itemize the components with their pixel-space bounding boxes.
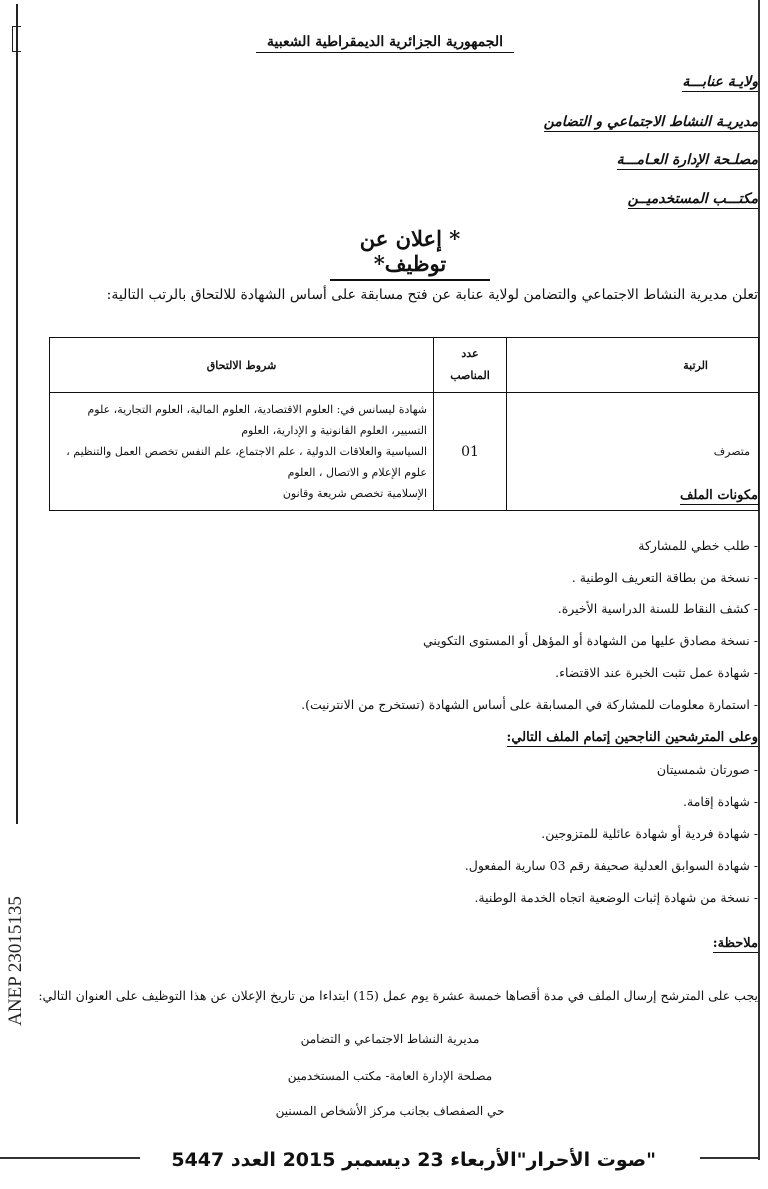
list-item: - نسخة مصادق عليها من الشهادة أو المؤهل أو المستوى التكويني [422, 633, 758, 648]
note-title: ملاحظة: [712, 936, 758, 951]
list-item: - نسخة من بطاقة التعريف الوطنية . [571, 570, 758, 585]
right-frame-line [758, 0, 760, 1160]
cell-count: 01 [434, 393, 507, 511]
list-item: - شهادة فردية أو شهادة عائلية للمتزوجين. [541, 826, 758, 841]
table-header-row [50, 338, 759, 393]
note-text: يجب على المترشح إرسال الملف في مدة أقصاها خمسة عشرة يوم عمل (15) ابتداءا من تاريخ الإعلان عن هذا التوظيف على العنوان التالي: [38, 988, 758, 1003]
left-frame-line [16, 4, 18, 824]
header-grade: الرتبة [507, 338, 759, 393]
address-line: حي الصفصاف بجانب مركز الأشخاص المسنين [275, 1104, 505, 1118]
address-line: مديرية النشاط الاجتماعي و التضامن [300, 1032, 480, 1046]
list-item: - طلب خطي للمشاركة [638, 538, 758, 553]
list-item: - شهادة عمل تثبت الخبرة عند الاقتضاء. [555, 665, 758, 680]
anep-reference: ANEP 23015135 [5, 896, 26, 1026]
list-item: - شهادة السوابق العدلية صحيفة رقم 03 سارية المفعول. [464, 858, 758, 873]
list-item: - كشف النقاط للسنة الدراسية الأخيرة. [557, 601, 758, 616]
bottom-frame-line-right [700, 1157, 760, 1159]
file-components-title: مكونات الملف [679, 488, 758, 503]
successful-candidates-title: وعلى المترشحين الناجحين إتمام الملف التالي: [506, 730, 758, 745]
bottom-frame-line [0, 1157, 140, 1159]
intro-text: تعلن مديرية النشاط الاجتماعي والتضامن لولاية عنابة عن فتح مسابقة على أساس الشهادة للالتحاق بالرتب التالية: [106, 287, 758, 303]
header-count-line2: المناصب [450, 369, 490, 382]
positions-table [49, 337, 759, 511]
list-item: - صورتان شمسيتان [656, 762, 758, 777]
header-directorate: مديريـة النشاط الاجتماعي و التضامن [543, 114, 758, 130]
conditions-line: شهادة ليسانس في: العلوم الاقتصادية، العلوم المالية، العلوم التجارية، علوم التسيير، العلوم القانونية و الإدارية، العلوم [87, 403, 427, 437]
table-row [50, 393, 759, 511]
announcement-title: * إعلان عن توظيف* [330, 226, 490, 281]
cell-grade: متصرف [507, 393, 759, 511]
header-wilaya: ولايـة عنابـــة [682, 74, 758, 90]
republic-heading: الجمهورية الجزائرية الديمقراطية الشعبية [256, 34, 514, 53]
conditions-line: الإسلامية تخصص شريعة وقانون [282, 487, 427, 500]
cell-conditions [50, 393, 434, 511]
address-line: مصلحة الإدارة العامة- مكتب المستخدمين [287, 1069, 493, 1083]
list-item: - استمارة معلومات للمشاركة في المسابقة على أساس الشهادة (تستخرج من الانترنيت). [301, 697, 758, 712]
header-conditions: شروط الالتحاق [50, 338, 434, 393]
header-service: مصلـحة الإدارة العـامـــة [616, 152, 758, 168]
header-count [434, 338, 507, 393]
list-item: - شهادة إقامة. [683, 794, 758, 809]
left-frame-bracket [12, 26, 21, 52]
conditions-line: السياسية والعلاقات الدولية ، علم الاجتماع، علم النفس تخصص العمل والتنظيم ، علوم الإعلام و الاتصال ، العلوم [66, 445, 427, 479]
header-office: مكتـــب المستخدميــن [627, 191, 758, 207]
header-count-line1: عدد [461, 347, 479, 360]
list-item: - نسخة من شهادة إثبات الوضعية اتجاه الخدمة الوطنية. [474, 890, 758, 905]
newspaper-footer: "صوت الأحرار"الأربعاء 23 ديسمبر 2015 العدد 5447 [171, 1149, 656, 1171]
